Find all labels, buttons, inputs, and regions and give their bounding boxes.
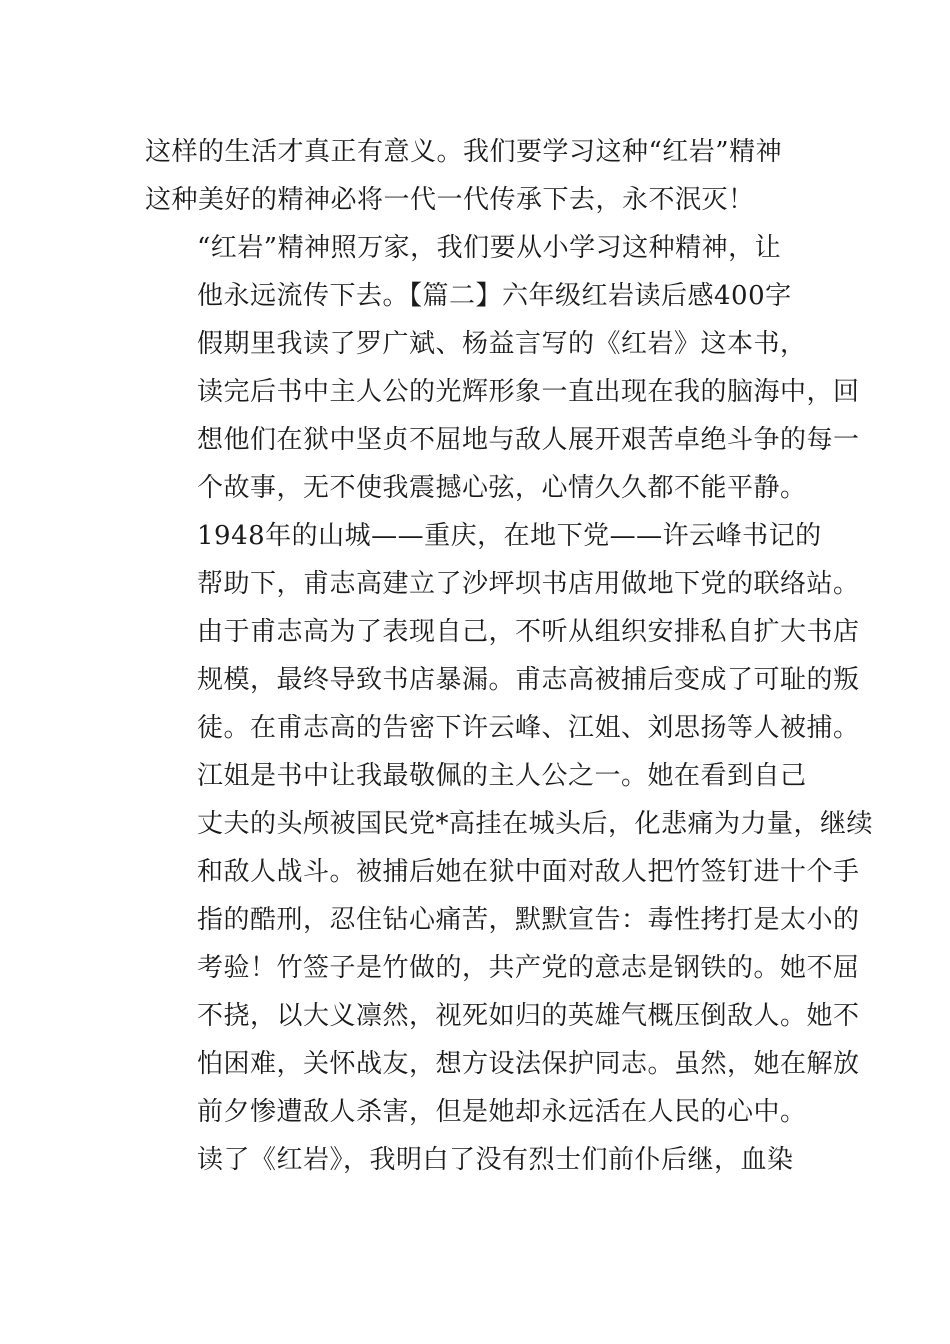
text-line: 读了《红岩》，我明白了没有烈士们前仆后继，血染 <box>197 1145 794 1175</box>
text-line: 考验！竹签子是竹做的，共产党的意志是钢铁的。她不屈 <box>197 953 860 983</box>
text-line: 前夕惨遭敌人杀害，但是她却永远活在人民的心中。 <box>197 1097 807 1127</box>
document-body <box>145 128 874 1184</box>
text-line: 规模，最终导致书店暴漏。甫志高被捕后变成了可耻的叛 <box>197 665 860 695</box>
text-line: 帮助下，甫志高建立了沙坪坝书店用做地下党的联络站。 <box>197 569 860 599</box>
text-line: 他永远流传下去。【篇二】六年级红岩读后感400字 <box>197 281 792 311</box>
text-line: 这种美好的精神必将一代一代传承下去，永不泯灭！ <box>145 185 755 215</box>
text-line: 和敌人战斗。被捕后她在狱中面对敌人把竹签钉进十个手 <box>197 857 860 887</box>
paragraph <box>145 752 874 1136</box>
paragraph <box>145 128 807 224</box>
paragraph <box>145 320 860 512</box>
paragraph <box>145 512 860 752</box>
text-line: 这样的生活才真正有意义。我们要学习这种“红岩”精神 <box>145 137 783 167</box>
text-line: “红岩”精神照万家，我们要从小学习这种精神，让 <box>197 233 782 263</box>
text-line: 想他们在狱中坚贞不屈地与敌人展开艰苦卓绝斗争的每一 <box>197 425 860 455</box>
text-line: 怕困难，关怀战友，想方设法保护同志。虽然，她在解放 <box>197 1049 860 1079</box>
text-line: 徒。在甫志高的告密下许云峰、江姐、刘思扬等人被捕。 <box>197 713 860 743</box>
text-line: 个故事，无不使我震撼心弦，心情久久都不能平静。 <box>197 473 807 503</box>
text-line: 丈夫的头颅被国民党*高挂在城头后，化悲痛为力量，继续 <box>197 809 874 839</box>
paragraph <box>145 224 807 320</box>
text-line: 不挠，以大义凛然，视死如归的英雄气概压倒敌人。她不 <box>197 1001 860 1031</box>
text-line: 读完后书中主人公的光辉形象一直出现在我的脑海中，回 <box>197 377 860 407</box>
text-line: 假期里我读了罗广斌、杨益言写的《红岩》这本书， <box>197 329 807 359</box>
text-line: 指的酷刑，忍住钻心痛苦，默默宣告：毒性拷打是太小的 <box>197 905 860 935</box>
text-line: 1948年的山城——重庆，在地下党——许云峰书记的 <box>197 521 822 551</box>
text-line: 江姐是书中让我最敬佩的主人公之一。她在看到自己 <box>197 761 807 791</box>
paragraph <box>145 1136 807 1184</box>
text-line: 由于甫志高为了表现自己，不听从组织安排私自扩大书店 <box>197 617 860 647</box>
